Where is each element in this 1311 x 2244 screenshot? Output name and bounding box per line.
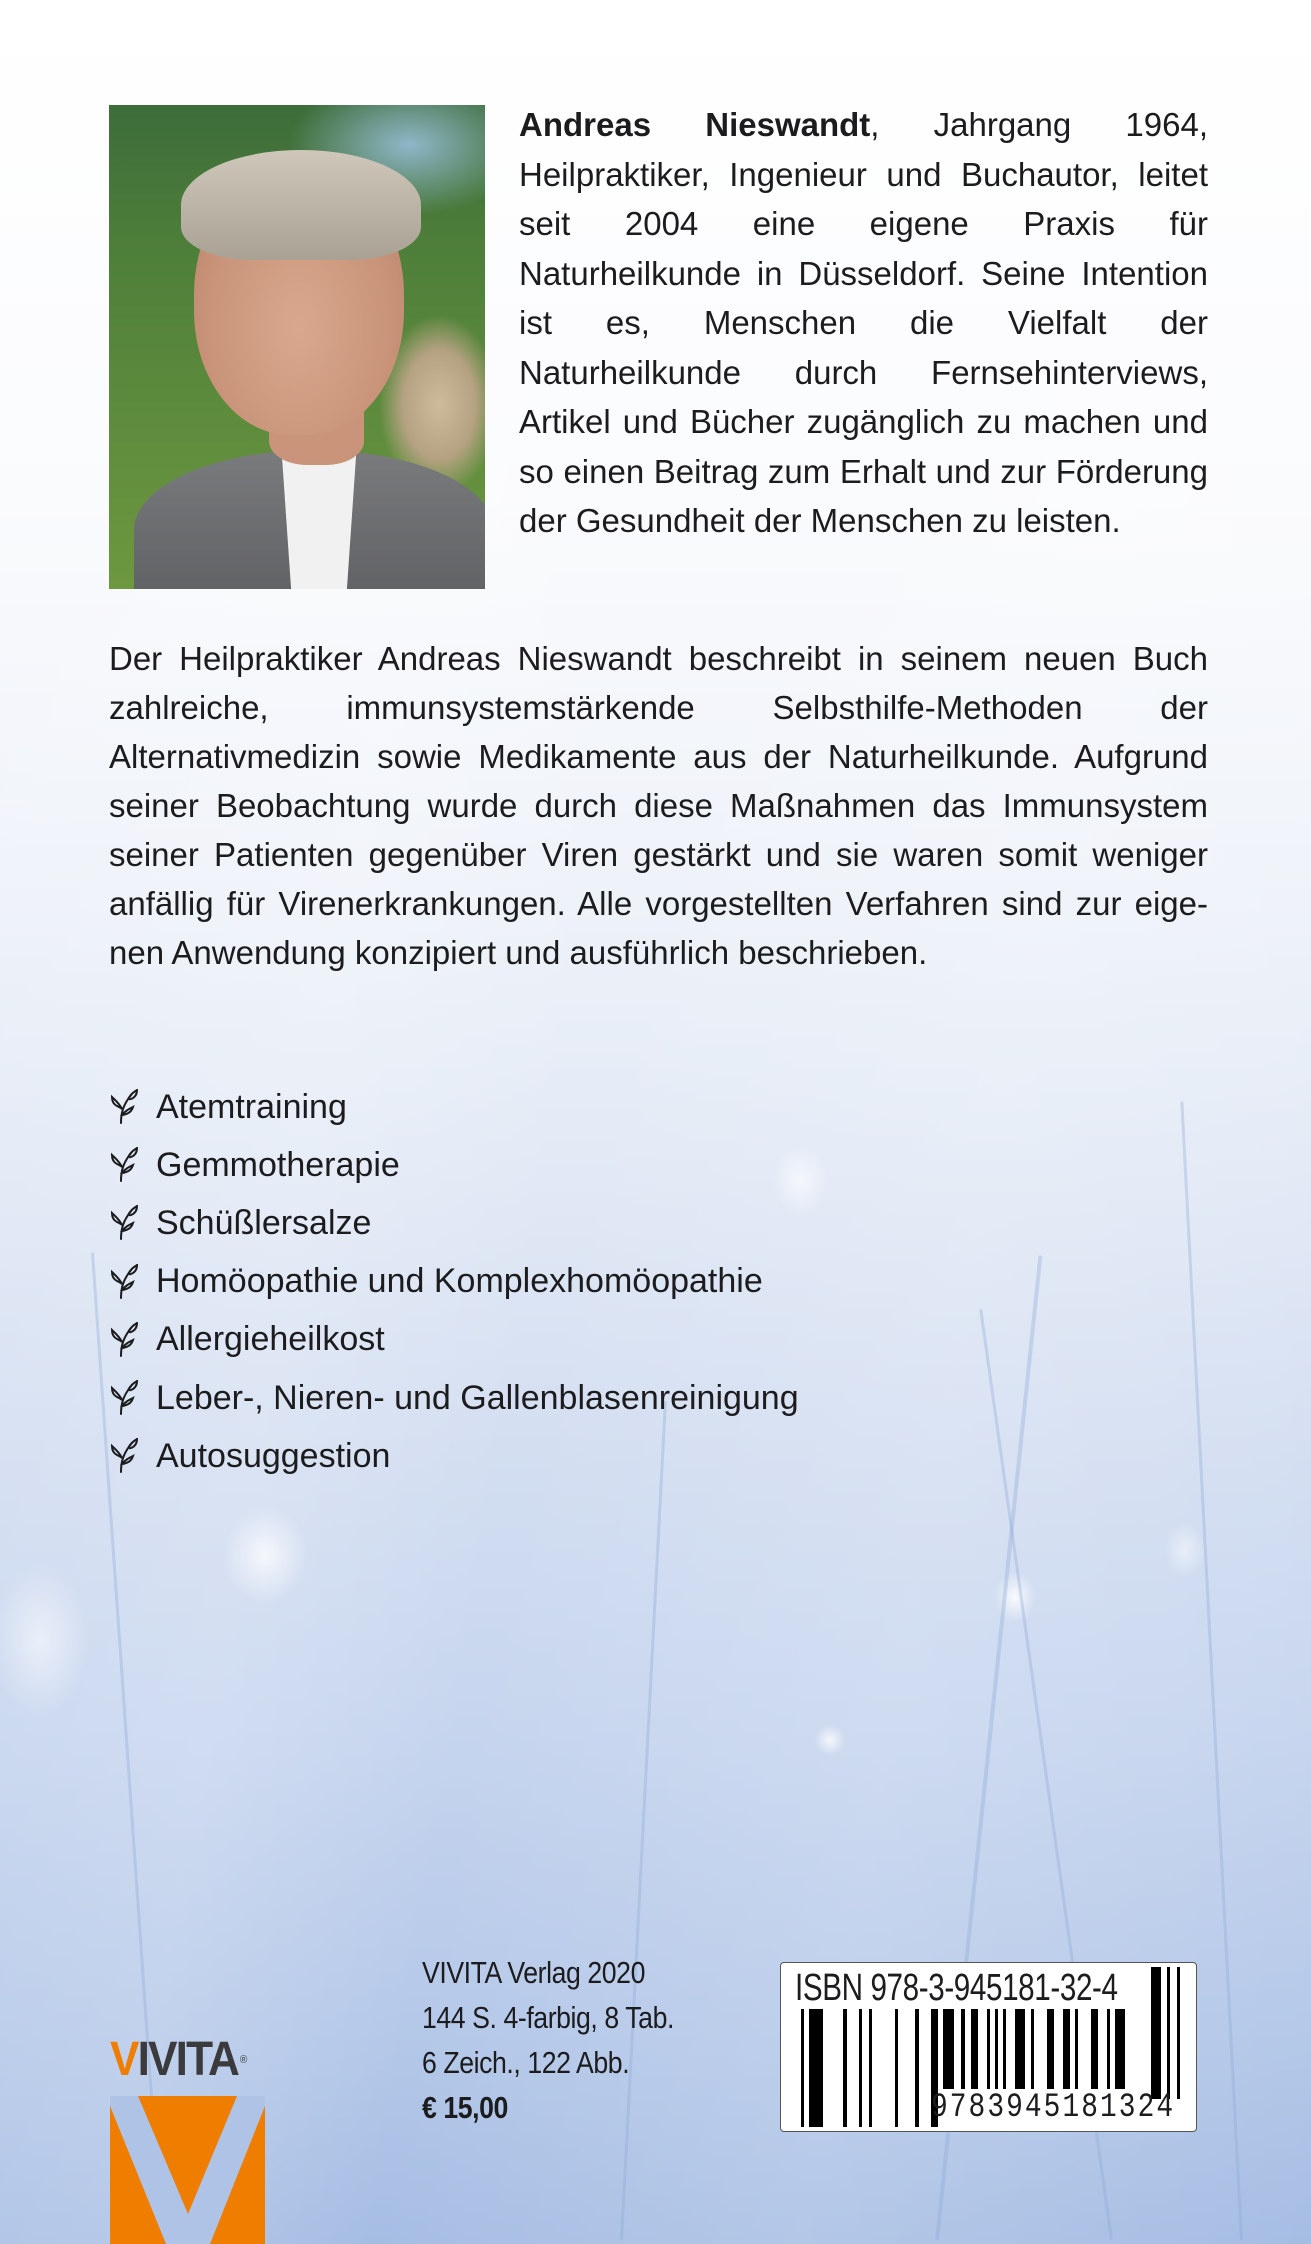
feature-label: Schüßlersalze — [156, 1203, 372, 1242]
feature-item — [109, 1427, 799, 1485]
leaf-sprig-icon — [109, 1205, 139, 1241]
feature-item — [109, 1078, 799, 1136]
feature-label: Autosuggestion — [156, 1436, 391, 1475]
barcode-digits: 9783945181324 — [931, 2089, 1176, 2127]
feature-item — [109, 1136, 799, 1194]
author-photo — [109, 105, 485, 589]
isbn-barcode — [780, 1962, 1197, 2132]
leaf-sprig-icon — [109, 1380, 139, 1416]
feature-label: Atemtraining — [156, 1087, 347, 1126]
illustration-count: 6 Zeich., 122 Abb. — [422, 2045, 630, 2080]
feature-item — [109, 1253, 799, 1311]
author-name: Andreas Nieswandt — [519, 106, 871, 143]
author-bio — [519, 100, 1208, 546]
leaf-sprig-icon — [109, 1438, 139, 1474]
leaf-sprig-icon — [109, 1264, 139, 1300]
feature-item — [109, 1311, 799, 1369]
leaf-sprig-icon — [109, 1322, 139, 1358]
book-description: Der Heilpraktiker Andreas Nieswandt beschreibt in seinem neuen Buch zahlreiche, immunsystemstärkende Selbsthilfe-Methoden der Alternativmedizin sowie Medikamente aus der Naturheilkunde. Aufgrund seiner Beobachtung wurde durch diese Maßnahmen das Immunsystem seiner Patienten gegenüber Viren gestärkt und sie waren somit weniger anfällig für Virenerkrankungen. Alle vorgestellten Verfahren sind zur eigenen Anwendung konzipiert und ausführlich beschrieben. — [109, 640, 1208, 971]
publisher-year: VIVITA Verlag 2020 — [422, 1955, 645, 1990]
logo-v-mark-icon — [110, 2096, 265, 2244]
leaf-sprig-icon — [109, 1147, 139, 1183]
feature-item — [109, 1194, 799, 1252]
leaf-sprig-icon — [109, 1089, 139, 1125]
logo-wordmark: VIVITA ® — [110, 2033, 246, 2086]
photo-hair — [181, 150, 421, 260]
feature-label: Homöopathie und Komplexhomöopathie — [156, 1262, 763, 1301]
feature-item — [109, 1369, 799, 1427]
author-bio-text: , Jahrgang 1964, Heilpraktiker, Ingenieur und Buchautor, leitet seit 2004 eine eigene Praxis für Naturheilkunde in Düsseldorf. Seine Intention ist es, Menschen die Vielfalt der Naturheilkunde durch Fernsehinterviews, Artikel und Bücher zugänglich zu machen und so einen Beitrag zum Erhalt und zur Förderung der Gesundheit der Menschen zu leisten. — [519, 106, 1208, 539]
vivita-logo — [110, 2033, 265, 2244]
feature-label: Gemmotherapie — [156, 1145, 400, 1184]
feature-label: Allergieheilkost — [156, 1320, 385, 1359]
price: € 15,00 — [422, 2090, 508, 2125]
isbn-label: ISBN 978-3-945181-32-4 — [795, 1967, 1118, 2009]
feature-label: Leber-, Nieren- und Gallenblasenreinigung — [156, 1378, 799, 1417]
page-count: 144 S. 4-farbig, 8 Tab. — [422, 2000, 674, 2035]
feature-list — [109, 1078, 799, 1485]
publication-info — [422, 1950, 674, 2130]
